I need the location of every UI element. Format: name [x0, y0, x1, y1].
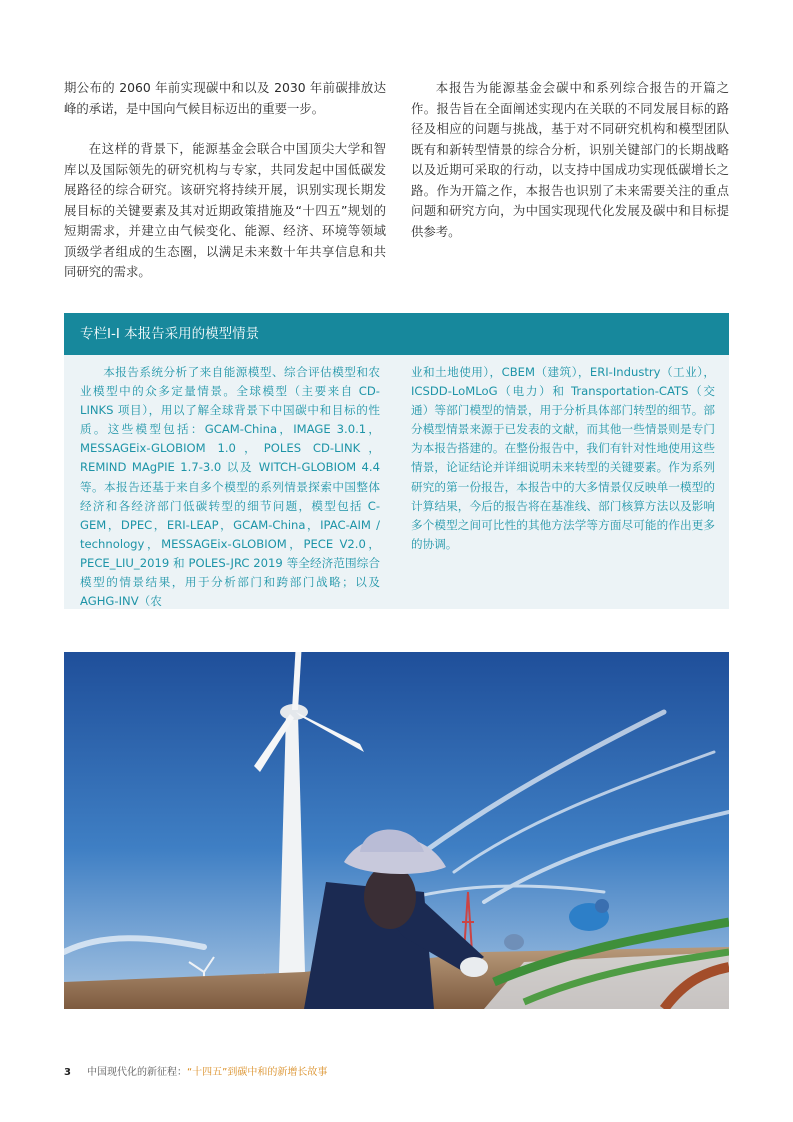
right-text-column [411, 78, 729, 242]
footer-highlight: “十四五”到碳中和的新增长故事 [186, 1067, 328, 1078]
box-right-text [411, 363, 715, 554]
box-right-paragraph: 业和土地使用），CBEM（建筑），ERI-Industry（工业），ICSDD-LoMLoG（电力）和 Transportation-CATS（交通）等部门模型的情景，用于分析具体部门转型的细节。部分模型情景来源于已发表的文献，而其他一些情景则是专门为本报告搭建的。在整份报告中，我们有针对性地使用这些情景，论证结论并详细说明未来转型的关键要素。作为系列研究的第一份报告，本报告中的大多情景仅反映单一模型的计算结果，今后的报告将在基准线、部门核算方法以及影响多个模型之间可比性的其他方法学等方面尽可能的作出更多的协调。 [411, 365, 715, 551]
photo-illustration [64, 652, 729, 1009]
wind-farm-photo [64, 652, 729, 1009]
left-paragraph-1: 期公布的 2060 年前实现碳中和以及 2030 年前碳排放达峰的承诺，是中国向气候目标迈出的重要一步。 [64, 80, 386, 116]
box-title: 专栏Ⅰ-Ⅰ 本报告采用的模型情景 [64, 313, 729, 355]
box-left-text [80, 363, 380, 611]
right-paragraph-1: 本报告为能源基金会碳中和系列综合报告的开篇之作。报告旨在全面阐述实现内在关联的不同发展目标的路径及相应的问题与挑战，基于对不同研究机构和模型团队既有和新转型情景的综合分析，识别关键部门的长期战略以及近期可采取的行动，以支持中国成功实现低碳增长之路。作为开篇之作，本报告也识别了未来需要关注的重点问题和研究方向，为中国实现现代化发展及碳中和目标提供参考。 [411, 80, 729, 239]
footer-title: 中国现代化的新征程： [86, 1067, 187, 1078]
left-text-column [64, 78, 386, 283]
page-number: 3 [64, 1067, 71, 1078]
page-footer [64, 1066, 327, 1080]
box-left-paragraph: 本报告系统分析了来自能源模型、综合评估模型和农业模型中的众多定量情景。全球模型（主要来自 CD-LINKS 项目），用以了解全球背景下中国碳中和目标的性质。这些模型包括：GCAM-China，IMAGE 3.0.1，MESSAGEix-GLOBIOM 1.0，POLES CD-LINK，REMIND MAgPIE 1.7-3.0 以及 WITCH-GLOBIOM 4.4 等。本报告还基于来自多个模型的系列情景探索中国整体经济和各经济部门低碳转型的细节问题，模型包括 C-GEM，DPEC，ERI-LEAP，GCAM-China，IPAC-AIM / technology，MESSAGEix-GLOBIOM，PECE V2.0，PECE_LIU_2019 和 POLES-JRC 2019 等全经济范围综合模型的情景结果，用于分析部门和跨部门战略；以及 AGHG-INV（农 [80, 365, 380, 609]
model-scenario-box [64, 313, 729, 609]
left-paragraph-2: 在这样的背景下，能源基金会联合中国顶尖大学和智库以及国际领先的研究机构与专家，共同发起中国低碳发展路径的综合研究。该研究将持续开展，识别实现长期发展目标的关键要素及其对近期政策措施及“十四五”规划的短期需求，并建立由气候变化、能源、经济、环境等领域顶级学者组成的生态圈，以满足未来数十年共享信息和共同研究的需求。 [64, 141, 386, 279]
